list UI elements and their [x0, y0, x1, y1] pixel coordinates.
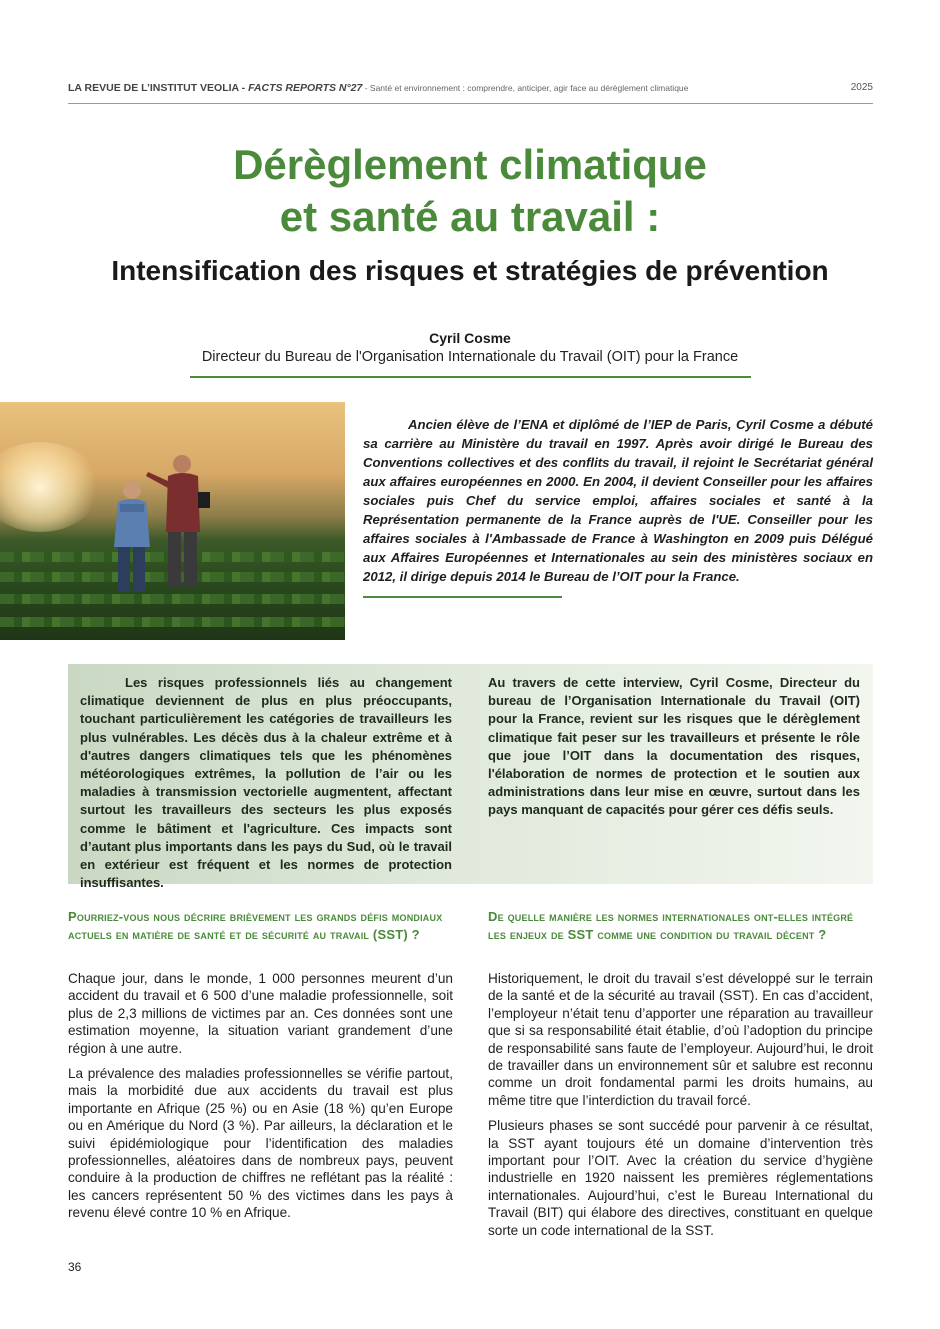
- author-bio: Ancien élève de l’ENA et diplômé de l’IEP de Paris, Cyril Cosme a débuté sa carrière au Ministère du travail en 1997. Après avoir dirigé le Bureau des Conventions collectives et des conflits du travail, il rejoint le Secrétariat général aux affaires européennes en 2000. En 2004, il devient Conseiller pour les affaires sociales puis Chef du service emploi, affaires sociales et santé à la Représentation permanente de la France auprès de l'UE. Conseiller pour les affaires sociales à l'Ambassade de France à Washington en 2009 puis Délégué aux Affaires Européennes et Internationales au sein des ministères sociaux en 2012, il dirige depuis 2014 le Bureau de l’OIT pour la France.: [363, 417, 873, 584]
- farmers-silhouette: [100, 452, 230, 602]
- answer-left-paragraph: Chaque jour, dans le monde, 1 000 personnes meurent d’un accident du travail et 6 500 d’une maladie professionnelle, soit plus de 2,3 millions de victimes par an. Ces données sont une estimation moyenne, la situation variant grandement d’une région à une autre.: [68, 971, 453, 1056]
- answer-right-paragraph: Plusieurs phases se sont succédé pour parvenir à ce résultat, la SST ayant toujours été un domaine d’intervention très important pour l’OIT. Avec la création du service d’hygiène industrielle en 1920 naissent les premières réglementations internationales. Aujourd’hui, c’est le Bureau International du Travail (BIT) qui élabore des directives, constituant en quelque sorte un code international de la SST.: [488, 1118, 873, 1238]
- author-role: Directeur du Bureau de l'Organisation Internationale du Travail (OIT) pour la France: [201, 349, 739, 365]
- answer-right: [488, 970, 873, 1247]
- header-subtitle: - Santé et environnement : comprendre, anticiper, agir face au dérèglement climatique: [362, 83, 689, 93]
- header-year: 2025: [850, 82, 873, 93]
- question-right: De quelle manière les normes internationales ont-elles intégré les enjeux de SST comme une condition du travail décent ?: [488, 909, 854, 942]
- intro-right-text: Au travers de cette interview, Cyril Cosme, Directeur du bureau de l’Organisation Internationale du Travail (OIT) pour la France, revient sur les risques que le dérèglement climatique fait peser sur les travailleurs et présente le rôle que joue l’OIT dans la documentation des risques, l'élaboration de normes de protection et le soutien aux administrations dans leur mise en œuvre, surtout dans les pays manquant de capacités pour gérer ces défis seuls.: [488, 675, 860, 818]
- article-subtitle: Intensification des risques et stratégies de prévention: [111, 255, 829, 286]
- sun-glow: [0, 442, 100, 532]
- question-left: Pourriez-vous nous décrire brièvement les grands défis mondiaux actuels en matière de santé et de sécurité au travail (SST) ?: [68, 909, 443, 942]
- author-name: Cyril Cosme: [429, 330, 511, 346]
- running-header: [68, 80, 873, 104]
- answer-left-paragraph: La prévalence des maladies professionnelles se vérifie partout, mais la morbidité due aux accidents du travail est plus importante en Afrique (25 %) ou en Asie (18 %) qu’en Europe ou en Amérique du Nord (3 %). Par ailleurs, la déclaration et le suivi épidémiologique pour l’identification des maladies professionnelles, aléatoires dans de nombreux pays, peuvent conduire à la production de chiffres ne reflétant pas la réalité : les cancers représentent 50 % des victimes dans les pays à revenu élevé contre 10 % en Afrique.: [68, 1066, 453, 1221]
- answer-left: [68, 970, 453, 1230]
- farmers-field-photo: [0, 402, 345, 640]
- answer-right-paragraph: Historiquement, le droit du travail s’est développé sur le terrain de la santé et de la sécurité au travail (SST). En cas d’accident, l’employeur n’était tenu d’apporter une réparation au travailleur que si sa responsabilité était établie, d’où l’adoption du principe de responsabilité sans faute de l’employeur. Aujourd’hui, le droit de travailler dans un environnement sûr et salubre est reconnu comme un droit fondamental parmi les droits humains, au même titre que l’interdiction du travail forcé.: [488, 971, 873, 1108]
- article-title-line2: et santé au travail :: [279, 193, 661, 240]
- header-left: [68, 82, 688, 94]
- author-divider: [190, 376, 751, 378]
- bio-divider: [363, 596, 562, 598]
- header-series: FACTS REPORTS N°27: [248, 82, 363, 94]
- page-number: 36: [68, 1260, 82, 1274]
- article-title-line1: Dérèglement climatique: [233, 141, 707, 188]
- intro-left-text: Les risques professionnels liés au changement climatique deviennent de plus en plus préoccupants, touchant particulièrement les catégories de travailleurs les plus vulnérables. Les décès dus à la chaleur extrême et à d'autres dangers climatiques tels que les phénomènes météorologiques extrêmes, la pollution de l’air ou les maladies à transmission vectorielle augmentent, affectant surtout les travailleurs des secteurs les plus exposés comme le bâtiment et l'agriculture. Ces impacts sont d’autant plus importants dans les pays du Sud, où le travail en extérieur est fréquent et les normes de protection insuffisantes.: [80, 675, 452, 891]
- header-brand: LA REVUE DE L’INSTITUT VEOLIA -: [68, 82, 249, 94]
- crop-row: [0, 617, 345, 627]
